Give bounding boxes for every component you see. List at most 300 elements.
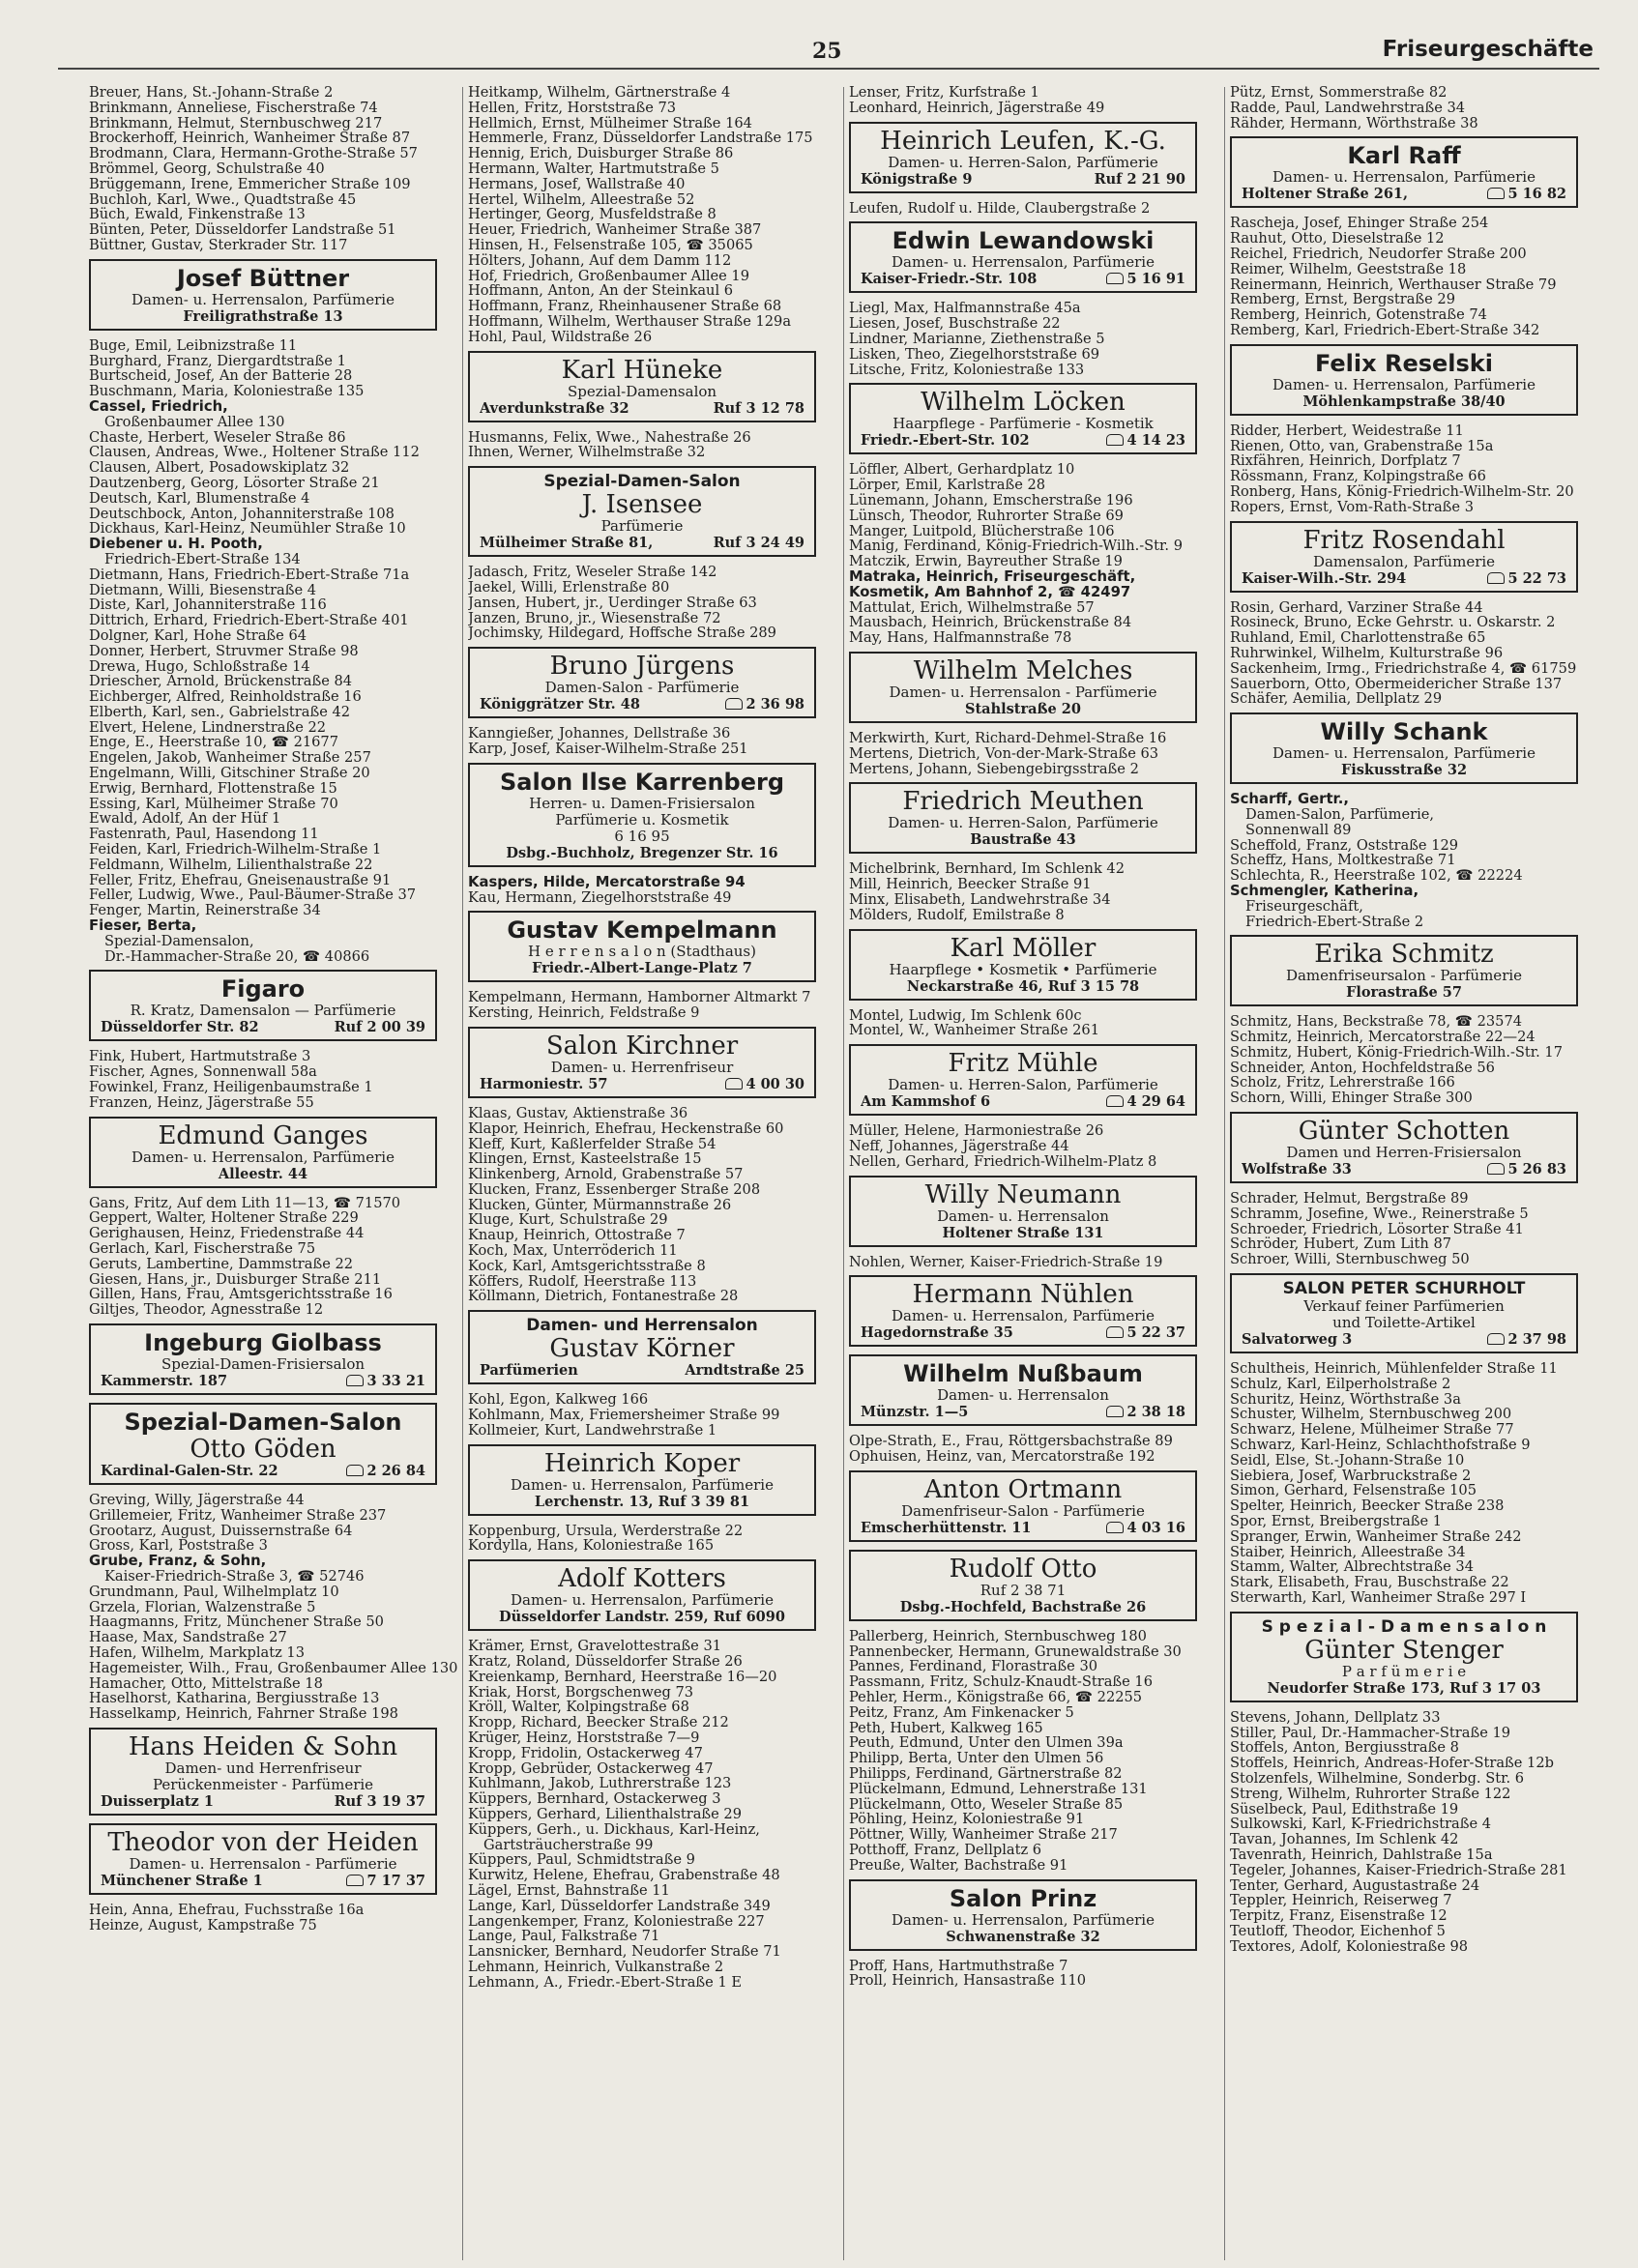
listing-entry: Matraka, Heinrich, Friseurgeschäft, <box>849 568 1136 585</box>
telephone-icon <box>1106 1095 1124 1107</box>
listing-entry: Pannenbecker, Hermann, Grunewaldstraße 30 <box>849 1643 1182 1660</box>
salon-advertisement <box>849 782 1197 854</box>
listing-entry: Hoffmann, Franz, Rheinhausener Straße 68 <box>468 299 782 314</box>
salon-advertisement <box>468 351 816 422</box>
ad-address: Mülheimer Straße 81, <box>480 535 654 552</box>
listing-entry: Lansnicker, Bernhard, Neudorfer Straße 71 <box>468 1944 781 1960</box>
listing-entry: Jochimsky, Hildegard, Hoffsche Straße 289 <box>468 625 776 642</box>
listing-entry: Buge, Emil, Leibnizstraße 11 <box>89 337 298 354</box>
ad-address-row <box>480 1609 804 1626</box>
ad-description: Damen und Herren-Frisiersalon <box>1286 1145 1522 1162</box>
listing-entry: Rixfähren, Heinrich, Dorfplatz 7 <box>1230 453 1461 470</box>
listing-entry: Schmitz, Hubert, König-Friedrich-Wilh.-Str. 17 <box>1230 1044 1563 1061</box>
listing-entry: Rienen, Otto, van, Grabenstraße 15a <box>1230 438 1494 454</box>
ad-business-name: Karl Hüneke <box>561 356 723 384</box>
listing-entry: Sterwarth, Karl, Wanheimer Straße 297 I <box>1230 1590 1527 1606</box>
telephone-icon <box>1487 1333 1505 1345</box>
ad-phone: Ruf 3 12 78 <box>713 399 804 417</box>
ad-address: Duisserplatz 1 <box>101 1792 214 1810</box>
salon-advertisement <box>468 1310 816 1384</box>
listing-entry: Mausbach, Heinrich, Brückenstraße 84 <box>849 615 1132 631</box>
listing-entry: Greving, Willy, Jägerstraße 44 <box>89 1493 305 1508</box>
listing-entry: Feiden, Karl, Friedrich-Wilhelm-Straße 1 <box>89 842 382 858</box>
listing-entry: Hertinger, Georg, Musfeldstraße 8 <box>468 207 717 223</box>
ad-description: Verkauf feiner Parfümerien <box>1303 1298 1505 1316</box>
ad-description: und Toilette-Artikel <box>1332 1315 1476 1332</box>
listing-entry: Küppers, Bernhard, Ostackerweg 3 <box>468 1791 721 1808</box>
listing-entry: Tavenrath, Heinrich, Dahlstraße 15a <box>1230 1846 1493 1863</box>
listing-entry: Hafen, Wilhelm, Markplatz 13 <box>89 1644 305 1661</box>
listing-entry: Feller, Ludwig, Wwe., Paul-Bäumer-Straße 37 <box>89 887 417 904</box>
listing-entry: Hasselkamp, Heinrich, Fahrner Straße 198 <box>89 1706 398 1722</box>
listing-entry: Heinze, August, Kampstraße 75 <box>89 1917 317 1934</box>
directory-column-2 <box>468 85 847 1991</box>
listing-entry: Schneider, Anton, Hochfeldstraße 56 <box>1230 1060 1495 1076</box>
ad-phone-wrap <box>335 1019 425 1036</box>
listing-entry: Giltjes, Theodor, Agnesstraße 12 <box>89 1302 324 1318</box>
salon-advertisement <box>1230 1112 1578 1183</box>
ad-address-row <box>1242 393 1566 411</box>
listing-entry: Passmann, Fritz, Schulz-Knaudt-Straße 16 <box>849 1674 1153 1691</box>
listing-continuation: Gartsträucherstraße 99 <box>483 1837 654 1853</box>
listing-entry: Hemmerle, Franz, Düsseldorfer Landstraße 175 <box>468 131 813 147</box>
listing-entry: Mertens, Johann, Siebengebirgsstraße 2 <box>849 761 1139 777</box>
listing-entry: Brömmel, Georg, Schulstraße 40 <box>89 160 325 177</box>
listing-entry: Klaas, Gustav, Aktienstraße 36 <box>468 1105 688 1121</box>
listing-entry: Koppenburg, Ursula, Werderstraße 22 <box>468 1523 744 1539</box>
listing-entry: Rosin, Gerhard, Varziner Straße 44 <box>1230 599 1483 616</box>
listing-entry: Dietmann, Hans, Friedrich-Ebert-Straße 71a <box>89 567 410 583</box>
listing-entry: Tavan, Johannes, Im Schlenk 42 <box>1230 1832 1459 1847</box>
ad-description: Haarpflege - Parfümerie - Kosmetik <box>892 416 1154 433</box>
listing-entry: Plückelmann, Otto, Weseler Straße 85 <box>849 1796 1124 1813</box>
listing-entry: Haselhorst, Katharina, Bergiusstraße 13 <box>89 1691 380 1707</box>
ad-description: Damen- u. Herrensalon, Parfümerie <box>1272 376 1536 393</box>
listing-entry: Kohlmann, Max, Friemersheimer Straße 99 <box>468 1408 780 1423</box>
telephone-icon <box>346 1465 364 1476</box>
listing-entry: Schroeder, Friedrich, Lösorter Straße 41 <box>1230 1221 1524 1237</box>
listing-entry: Langenkemper, Franz, Koloniestraße 227 <box>468 1913 765 1930</box>
listing-entry: Terpitz, Franz, Eisenstraße 12 <box>1230 1908 1448 1924</box>
listing-entry: Krüger, Heinz, Horststraße 7—9 <box>468 1730 700 1746</box>
ad-description: Damenfriseursalon - Parfümerie <box>1285 968 1523 985</box>
listing-entry: Engelen, Jakob, Wanheimer Straße 257 <box>89 750 371 767</box>
ad-business-name: Theodor von der Heiden <box>107 1828 419 1856</box>
telephone-icon <box>1106 1522 1124 1533</box>
ad-business-name: Wilhelm Melches <box>913 656 1133 684</box>
listing-entry: Staiber, Heinrich, Alleestraße 34 <box>1230 1544 1466 1560</box>
ad-address-row <box>480 960 804 977</box>
listing-entry: Stolzenfels, Wilhelmine, Sonderbg. Str. 6 <box>1230 1771 1525 1787</box>
listing-entry: Grundmann, Paul, Wilhelmplatz 10 <box>89 1584 339 1600</box>
listing-entry: Neff, Johannes, Jägerstraße 44 <box>849 1138 1069 1154</box>
listing-entry: Büch, Ewald, Finkenstraße 13 <box>89 207 306 223</box>
listing-entry: Schmitz, Hans, Beckstraße 78, ☎ 23574 <box>1230 1014 1523 1031</box>
ad-business-name: Josef Büttner <box>176 264 350 292</box>
listing-entry: Rössmann, Franz, Kolpingstraße 66 <box>1230 469 1486 484</box>
listing-entry: Husmanns, Felix, Wwe., Nahestraße 26 <box>468 429 751 446</box>
listing-entry: Pallerberg, Heinrich, Sternbuschweg 180 <box>849 1628 1147 1644</box>
telephone-icon <box>1487 188 1505 199</box>
listing-entry: Pöhling, Heinz, Koloniestraße 91 <box>849 1812 1085 1828</box>
ad-address: Parfümerien <box>480 1362 578 1380</box>
ad-description: Damen-Salon - Parfümerie <box>544 680 740 697</box>
listing-entry: Dolgner, Karl, Hohe Straße 64 <box>89 627 307 644</box>
listing-entry: Ronberg, Hans, König-Friedrich-Wilhelm-Str. 20 <box>1230 483 1574 500</box>
ad-phone: Ruf 2 00 39 <box>334 1019 425 1036</box>
telephone-icon <box>346 1375 364 1386</box>
listing-entry: Grootarz, August, Duissernstraße 64 <box>89 1523 353 1539</box>
ad-business-name: S p e z i a l - D a m e n s a l o n <box>1261 1616 1547 1637</box>
salon-advertisement <box>89 1117 437 1188</box>
listing-entry: Proff, Hans, Hartmuthstraße 7 <box>849 1958 1068 1974</box>
ad-description: Spezial-Damen-Frisiersalon <box>161 1356 366 1373</box>
listing-entry: Lange, Paul, Falkstraße 71 <box>468 1929 660 1945</box>
salon-advertisement <box>89 1728 437 1816</box>
ad-business-name: Bruno Jürgens <box>549 653 735 681</box>
listing-entry: Lindner, Marianne, Ziethenstraße 5 <box>849 331 1105 347</box>
ad-address-row <box>480 535 804 552</box>
ad-phone: 4 03 16 <box>1126 1519 1185 1536</box>
listing-entry: Philipps, Ferdinand, Gärtnerstraße 82 <box>849 1766 1123 1782</box>
ad-description: Herren- u. Damen-Frisiersalon <box>529 795 755 812</box>
ad-phone-wrap <box>346 1873 425 1890</box>
ad-business-name: Willy Schank <box>1320 718 1488 746</box>
listing-entry: Hinsen, H., Felsenstraße 105, ☎ 35065 <box>468 237 753 253</box>
ad-address-row <box>480 400 804 418</box>
salon-advertisement <box>1230 935 1578 1006</box>
ad-address-row <box>861 171 1185 189</box>
listing-entry: Rähder, Hermann, Wörthstraße 38 <box>1230 115 1478 131</box>
listing-entry: Stevens, Johann, Dellplatz 33 <box>1230 1709 1441 1726</box>
ad-address-row <box>1242 1680 1566 1698</box>
listing-entry: Sauerborn, Otto, Obermeidericher Straße 137 <box>1230 676 1563 692</box>
ad-business-name: Wilhelm Nußbaum <box>903 1360 1143 1388</box>
ad-description: Damen- und Herrenfriseur <box>164 1759 362 1777</box>
ad-address-row <box>1242 1161 1566 1178</box>
listing-entry: Giesen, Hans, jr., Duisburger Straße 211 <box>89 1271 382 1288</box>
listing-entry: Schramm, Josefine, Wwe., Reinerstraße 5 <box>1230 1206 1529 1222</box>
ad-business-name: Gustav Kempelmann <box>507 916 777 945</box>
ad-address: Kardinal-Galen-Str. 22 <box>101 1463 278 1479</box>
ad-address-row <box>861 1929 1185 1946</box>
listing-entry: Kurwitz, Helene, Ehefrau, Grabenstraße 48 <box>468 1868 780 1883</box>
salon-advertisement <box>849 1354 1197 1426</box>
listing-entry: Liesen, Josef, Buschstraße 22 <box>849 316 1061 332</box>
telephone-icon <box>1106 1326 1124 1338</box>
listing-entry: Drewa, Hugo, Schloßstraße 14 <box>89 658 310 675</box>
listing-entry: Rascheja, Josef, Ehinger Straße 254 <box>1230 216 1489 232</box>
listing-continuation: Dr.-Hammacher-Straße 20, ☎ 40866 <box>104 948 370 965</box>
ad-phone-wrap <box>1106 271 1185 288</box>
listing-entry: Remberg, Heinrich, Gotenstraße 74 <box>1230 307 1487 323</box>
listing-entry: Hellmich, Ernst, Mülheimer Straße 164 <box>468 115 752 131</box>
ad-phone-wrap <box>714 400 804 418</box>
listing-entry: Streng, Wilhelm, Ruhrorter Straße 122 <box>1230 1786 1511 1802</box>
telephone-icon <box>346 1875 364 1886</box>
salon-advertisement <box>849 1044 1197 1116</box>
listing-entry: Koch, Max, Unterröderich 11 <box>468 1243 678 1259</box>
listing-entry: Pehler, Herm., Königstraße 66, ☎ 22255 <box>849 1690 1143 1705</box>
listing-continuation: Friedrich-Ebert-Straße 134 <box>104 551 301 567</box>
listing-entry: Gillen, Hans, Frau, Amtsgerichtsstraße 16 <box>89 1287 393 1303</box>
listing-entry: Schmengler, Katherina, <box>1230 883 1419 899</box>
listing-entry: Kollmeier, Kurt, Landwehrstraße 1 <box>468 1422 717 1439</box>
ad-business-name: Felix Reselski <box>1314 349 1493 377</box>
listing-entry: Kratz, Roland, Düsseldorfer Straße 26 <box>468 1654 743 1670</box>
ad-phone-wrap <box>1487 570 1566 588</box>
listing-entry: Kropp, Fridolin, Ostackerweg 47 <box>468 1745 703 1761</box>
listing-entry: Feller, Fritz, Ehefrau, Gneisenaustraße 91 <box>89 872 392 888</box>
ad-address: Königgrätzer Str. 48 <box>480 696 640 713</box>
listing-continuation: Kaiser-Friedrich-Straße 3, ☎ 52746 <box>104 1568 365 1585</box>
listing-entry: Gans, Fritz, Auf dem Lith 11—13, ☎ 71570 <box>89 1195 401 1211</box>
ad-address: Friedr.-Albert-Lange-Platz 7 <box>532 960 752 977</box>
listing-entry: Brinkmann, Anneliese, Fischerstraße 74 <box>89 100 378 116</box>
ad-address: Alleestr. 44 <box>218 1165 308 1182</box>
listing-entry: Stamm, Walter, Albrechtstraße 34 <box>1230 1559 1474 1576</box>
ad-address: Stahlstraße 20 <box>965 700 1081 717</box>
ad-phone: 3 33 21 <box>366 1373 425 1389</box>
listing-entry: Klucken, Günter, Mürmannstraße 26 <box>468 1197 732 1213</box>
listing-entry: Ruhrwinkel, Wilhelm, Kulturstraße 96 <box>1230 645 1504 661</box>
ad-phone: 7 17 37 <box>366 1872 425 1889</box>
ad-description: Spezial-Damensalon <box>567 383 717 400</box>
listing-entry: Brinkmann, Helmut, Sternbuschweg 217 <box>89 115 383 131</box>
ad-description: Damen- u. Herrensalon, Parfümerie <box>1272 169 1536 187</box>
ad-address: Am Kammshof 6 <box>861 1093 991 1111</box>
ad-business-name: J. Isensee <box>581 491 703 519</box>
listing-entry: Simon, Gerhard, Felsenstraße 105 <box>1230 1483 1477 1499</box>
listing-entry: Küppers, Paul, Schmidtstraße 9 <box>468 1852 695 1869</box>
ad-business-name: Heinrich Koper <box>543 1449 741 1477</box>
listing-entry: Grzela, Florian, Walzenstraße 5 <box>89 1599 316 1615</box>
ad-business-name: Edwin Lewandowski <box>892 227 1155 255</box>
ad-address: Baustraße 43 <box>970 831 1076 849</box>
listing-entry: Reinermann, Heinrich, Werthauser Straße 79 <box>1230 276 1557 293</box>
listing-entry: Löffler, Albert, Gerhardplatz 10 <box>849 462 1075 479</box>
ad-phone: 2 26 84 <box>366 1463 425 1479</box>
listing-entry: Dickhaus, Karl-Heinz, Neumühler Straße 10 <box>89 521 406 538</box>
ad-address-row <box>480 1494 804 1511</box>
listing-entry: Kock, Karl, Amtsgerichtsstraße 8 <box>468 1258 706 1274</box>
listing-entry: Hermann, Walter, Hartmutstraße 5 <box>468 160 719 177</box>
salon-advertisement <box>468 763 816 867</box>
ad-address: Neudorfer Straße 173, Ruf 3 17 03 <box>1267 1679 1541 1697</box>
ad-phone: 4 29 64 <box>1126 1093 1185 1111</box>
listing-entry: Minx, Elisabeth, Landwehrstraße 34 <box>849 891 1111 908</box>
listing-entry: Schrader, Helmut, Bergstraße 89 <box>1230 1191 1469 1207</box>
ad-phone-wrap <box>346 1463 425 1480</box>
listing-entry: Hennig, Erich, Duisburger Straße 86 <box>468 146 734 161</box>
listing-entry: Geppert, Walter, Holtener Straße 229 <box>89 1210 359 1227</box>
listing-entry: Karp, Josef, Kaiser-Wilhelm-Straße 251 <box>468 741 748 757</box>
listing-entry: Kriak, Horst, Borgschenweg 73 <box>468 1684 694 1701</box>
ad-address-row <box>480 1076 804 1093</box>
ad-phone: 5 26 83 <box>1507 1161 1566 1178</box>
ad-address: Kammerstr. 187 <box>101 1373 228 1389</box>
ad-business-name: Ingeburg Giolbass <box>144 1329 382 1356</box>
ad-description: R. Kratz, Damensalon — Parfümerie <box>130 1003 396 1020</box>
ad-business-name: Erika Schmitz <box>1314 941 1494 969</box>
listing-entry: Küppers, Gerh., u. Dickhaus, Karl-Heinz, <box>468 1821 760 1838</box>
listing-entry: Süselbeck, Paul, Edithstraße 19 <box>1230 1801 1459 1817</box>
ad-business-name: SALON PETER SCHURHOLT <box>1282 1279 1526 1299</box>
telephone-icon <box>1106 434 1124 446</box>
listing-entry: Schröder, Hubert, Zum Lith 87 <box>1230 1236 1452 1253</box>
ad-address: Hagedornstraße 35 <box>861 1324 1013 1342</box>
listing-entry: Tenter, Gerhard, Augustastraße 24 <box>1230 1877 1480 1894</box>
ad-address-row <box>480 1362 804 1380</box>
telephone-icon <box>1106 1406 1124 1417</box>
listing-entry: Schroer, Willi, Sternbuschweg 50 <box>1230 1252 1470 1268</box>
ad-phone: 5 16 82 <box>1507 186 1566 203</box>
listing-entry: Ropers, Ernst, Vom-Rath-Straße 3 <box>1230 499 1474 515</box>
telephone-icon <box>1487 1163 1505 1175</box>
salon-advertisement <box>89 1823 437 1895</box>
listing-entry: Stiller, Paul, Dr.-Hammacher-Straße 19 <box>1230 1725 1511 1741</box>
listing-entry: Nellen, Gerhard, Friedrich-Wilhelm-Platz 8 <box>849 1153 1157 1170</box>
ad-address-row <box>861 1324 1185 1342</box>
ad-description: Parfümerie u. Kosmetik <box>555 811 729 829</box>
ad-description: Damen- u. Herren-Salon, Parfümerie <box>888 154 1158 171</box>
listing-entry: Rosineck, Bruno, Ecke Gehrstr. u. Oskarstr. 2 <box>1230 615 1556 631</box>
listing-entry: Teppler, Heinrich, Reiserweg 7 <box>1230 1893 1452 1909</box>
listing-entry: Klapor, Heinrich, Ehefrau, Heckenstraße 60 <box>468 1120 784 1137</box>
listing-entry: Elvert, Helene, Lindnerstraße 22 <box>89 719 327 736</box>
ad-description: Haarpflege • Kosmetik • Parfümerie <box>889 961 1157 978</box>
salon-advertisement <box>1230 1612 1578 1702</box>
ad-address: Münchener Straße 1 <box>101 1872 263 1889</box>
listing-entry: Scheffz, Hans, Moltkestraße 71 <box>1230 853 1456 869</box>
ad-business-name: Karl Raff <box>1347 142 1461 170</box>
ad-phone: Ruf 3 24 49 <box>713 535 804 552</box>
ad-business-name: Rudolf Otto <box>949 1555 1097 1583</box>
listing-entry: Gerighausen, Heinz, Friedenstraße 44 <box>89 1226 365 1242</box>
listing-entry: Kohl, Egon, Kalkweg 166 <box>468 1392 649 1409</box>
listing-entry: Diebener u. H. Pooth, <box>89 537 263 552</box>
listing-continuation: Friedrich-Ebert-Straße 2 <box>1245 914 1424 930</box>
listing-entry: Dittrich, Erhard, Friedrich-Ebert-Straße 401 <box>89 613 409 628</box>
listing-entry: Brockerhoff, Heinrich, Wanheimer Straße 87 <box>89 131 411 147</box>
listing-entry: Peitz, Franz, Am Finkenacker 5 <box>849 1704 1074 1721</box>
ad-address-row <box>480 696 804 713</box>
ad-phone-wrap <box>1487 1161 1566 1178</box>
listing-entry: Büttner, Gustav, Sterkrader Str. 117 <box>89 237 348 253</box>
listing-entry: Klinkenberg, Arnold, Grabenstraße 57 <box>468 1167 744 1182</box>
ad-description: Damen- u. Herrensalon, Parfümerie <box>511 1592 774 1610</box>
listing-entry: Klingen, Ernst, Kasteelstraße 15 <box>468 1151 702 1168</box>
listing-entry: Kosmetik, Am Bahnhof 2, ☎ 42497 <box>849 584 1131 600</box>
listing-entry: Liegl, Max, Halfmannstraße 45a <box>849 301 1081 317</box>
listing-entry: Kreienkamp, Bernhard, Heerstraße 16—20 <box>468 1669 777 1685</box>
ad-business-name: Wilhelm Löcken <box>921 389 1126 417</box>
listing-entry: Hamacher, Otto, Mittelstraße 18 <box>89 1675 323 1692</box>
ad-description: Damen- u. Herren-Salon, Parfümerie <box>888 815 1158 832</box>
salon-advertisement <box>1230 136 1578 208</box>
listing-entry: Heitkamp, Wilhelm, Gärtnerstraße 4 <box>468 85 731 101</box>
ad-phone-wrap <box>1106 1520 1185 1537</box>
listing-entry: Lenser, Fritz, Kurfstraße 1 <box>849 85 1039 101</box>
ad-phone-wrap <box>335 1793 425 1811</box>
salon-advertisement <box>468 1444 816 1516</box>
listing-entry: Gross, Karl, Poststraße 3 <box>89 1538 268 1555</box>
ad-phone-wrap <box>1095 171 1185 189</box>
ad-business-name: Hermann Nühlen <box>912 1281 1134 1309</box>
salon-advertisement <box>1230 521 1578 593</box>
listing-entry: Mill, Heinrich, Beecker Straße 91 <box>849 877 1092 892</box>
listing-entry: Küppers, Gerhard, Lilienthalstraße 29 <box>468 1807 742 1822</box>
ad-description: Damen- u. Herrensalon, Parfümerie <box>892 254 1155 272</box>
ad-phone-wrap <box>1106 1093 1185 1111</box>
ad-business-name: Fritz Rosendahl <box>1302 526 1506 554</box>
listing-entry: Radde, Paul, Landwehrstraße 34 <box>1230 100 1466 116</box>
ad-address: Salvatorweg 3 <box>1242 1331 1353 1349</box>
listing-entry: Fieser, Berta, <box>89 918 197 934</box>
listing-entry: Lisken, Theo, Ziegelhorststraße 69 <box>849 346 1100 363</box>
listing-entry: Mattulat, Erich, Wilhelmstraße 57 <box>849 599 1095 616</box>
salon-advertisement <box>1230 344 1578 416</box>
listing-entry: Remberg, Karl, Friedrich-Ebert-Straße 342 <box>1230 322 1540 338</box>
ad-business-name: Otto Göden <box>190 1436 336 1463</box>
listing-entry: Merkwirth, Kurt, Richard-Dehmel-Straße 16 <box>849 730 1167 746</box>
listing-entry: Proll, Heinrich, Hansastraße 110 <box>849 1973 1087 1990</box>
listing-entry: Matczik, Erwin, Bayreuther Straße 19 <box>849 554 1123 569</box>
listing-entry: Hertel, Wilhelm, Alleestraße 52 <box>468 191 695 208</box>
listing-entry: Gerlach, Karl, Fischerstraße 75 <box>89 1241 316 1257</box>
ad-business-name: Salon Kirchner <box>545 1032 739 1060</box>
listing-entry: Schmitz, Heinrich, Mercatorstraße 22—24 <box>1230 1030 1536 1045</box>
listing-entry: Stark, Elisabeth, Frau, Buschstraße 22 <box>1230 1575 1509 1591</box>
listing-entry: Brodmann, Clara, Hermann-Grothe-Straße 57 <box>89 146 418 161</box>
ad-business-name: Willy Neumann <box>924 1180 1122 1208</box>
directory-column-1 <box>89 85 468 1934</box>
ad-phone-wrap <box>1106 1324 1185 1342</box>
listing-entry: Janzen, Bruno, jr., Wiesenstraße 72 <box>468 610 721 626</box>
ad-address: Münzstr. 1—5 <box>861 1404 969 1421</box>
listing-entry: Cassel, Friedrich, <box>89 398 228 415</box>
ad-address-row <box>861 978 1185 996</box>
ad-description: Damen- u. Herrensalon, Parfümerie <box>132 1149 395 1166</box>
listing-entry: Pannes, Ferdinand, Florastraße 30 <box>849 1659 1098 1675</box>
ad-address-row <box>861 831 1185 849</box>
listing-entry: Stoffels, Heinrich, Andreas-Hofer-Straße 12b <box>1230 1756 1554 1771</box>
ad-address: Emscherhüttenstr. 11 <box>861 1519 1032 1536</box>
listing-entry: Breuer, Hans, St.-Johann-Straße 2 <box>89 85 334 101</box>
listing-entry: Mertens, Dietrich, Von-der-Mark-Straße 63 <box>849 745 1159 762</box>
listing-entry: Burghard, Franz, Diergardtstraße 1 <box>89 353 346 369</box>
ad-phone-wrap <box>1106 1404 1185 1421</box>
salon-advertisement <box>89 1403 437 1485</box>
listing-entry: Knaup, Heinrich, Ottostraße 7 <box>468 1228 686 1244</box>
ad-phone-wrap <box>714 535 804 552</box>
ad-address-row <box>861 1093 1185 1111</box>
listing-entry: Schultheis, Heinrich, Mühlenfelder Straße 11 <box>1230 1361 1558 1377</box>
ad-address-row <box>861 1599 1185 1616</box>
ad-address: Neckarstraße 46, Ruf 3 15 78 <box>906 977 1140 995</box>
ad-phone: Ruf 3 19 37 <box>334 1792 425 1810</box>
ad-phone-wrap <box>685 1362 804 1380</box>
ad-address-row <box>1242 762 1566 779</box>
listing-entry: Reichel, Friedrich, Neudorfer Straße 200 <box>1230 246 1527 262</box>
listing-entry: Reimer, Wilhelm, Geeststraße 18 <box>1230 261 1467 277</box>
listing-entry: Feldmann, Wilhelm, Lilienthalstraße 22 <box>89 857 373 873</box>
ad-business-name: Damen- und Herrensalon <box>526 1316 758 1336</box>
ad-address: Düsseldorfer Landstr. 259, Ruf 6090 <box>499 1609 785 1626</box>
ad-address: Düsseldorfer Str. 82 <box>101 1019 259 1036</box>
ad-phone: Ruf 2 21 90 <box>1094 170 1185 188</box>
listing-entry: Sackenheim, Irmg., Friedrichstraße 4, ☎ 61759 <box>1230 660 1577 677</box>
